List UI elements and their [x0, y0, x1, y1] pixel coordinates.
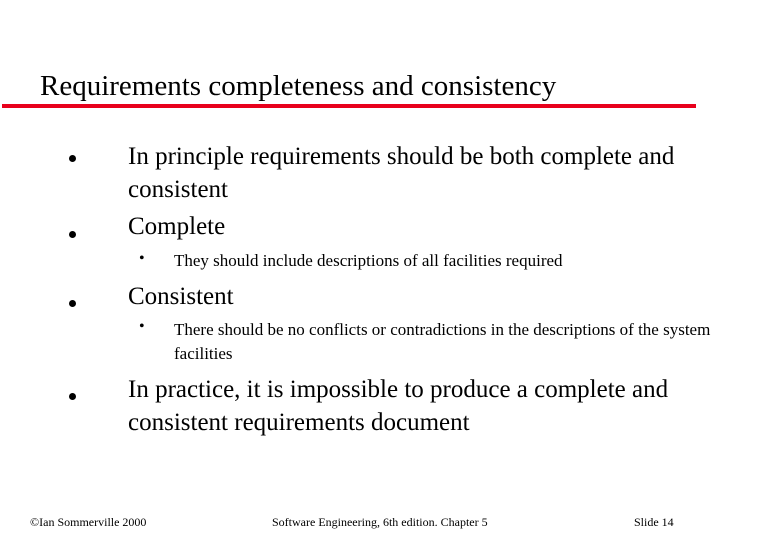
- footer-copyright: ©Ian Sommerville 2000: [30, 515, 147, 529]
- sub-bullet-text: They should include descriptions of all facilities required: [174, 251, 563, 270]
- sub-bullet-marker: •: [139, 250, 145, 267]
- bullet-text: In practice, it is impossible to produce a complete and consistent requirements document: [128, 376, 669, 436]
- bullet-dot: [69, 300, 76, 307]
- title-underline: [2, 104, 696, 108]
- sub-bullet-text: There should be no conflicts or contradictions in the descriptions of the system facilities: [174, 320, 711, 363]
- bullet-dot: [69, 155, 76, 162]
- slide-title: Requirements completeness and consistency: [40, 70, 557, 102]
- bullet-dot: [69, 231, 76, 238]
- bullet-text: Consistent: [128, 283, 234, 310]
- bullet-dot: [69, 393, 76, 400]
- footer-slide-number: Slide 14: [634, 515, 674, 529]
- bullet-text: Complete: [128, 213, 226, 240]
- sub-bullet-marker: •: [139, 318, 145, 335]
- footer-book: Software Engineering, 6th edition. Chapter 5: [272, 515, 488, 529]
- bullet-text: In principle requirements should be both complete and consistent: [128, 143, 675, 203]
